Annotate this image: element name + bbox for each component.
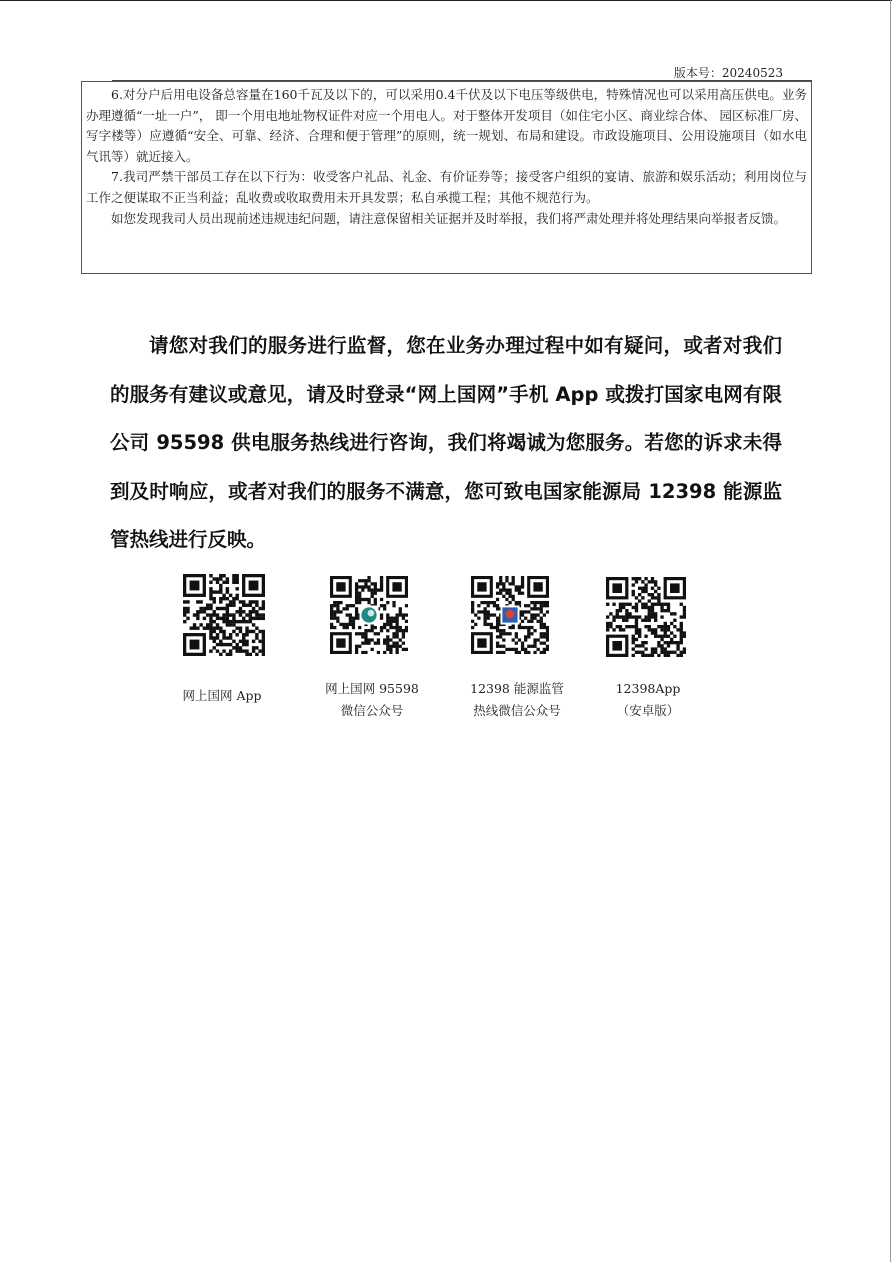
qr-code-icon — [183, 574, 265, 656]
qr-code-icon — [471, 576, 549, 654]
qr-caption-app — [152, 685, 292, 707]
qr-caption-wechat-12398 — [447, 678, 587, 722]
notice-item-7: 7.我司严禁干部员工存在以下行为：收受客户礼品、礼金、有价证券等；接受客户组织的宴请、旅游和娱乐活动；利用岗位与工作之便谋取不正当利益；乱收费或收取费用未开具发票；私自承揽工程；其他不规范行为。 — [86, 169, 807, 205]
notice-report-paragraph: 如您发现我司人员出现前述违规违纪问题，请注意保留相关证据并及时举报，我们将严肃处理并将处理结果向举报者反馈。 — [111, 210, 787, 226]
qr-caption-android-app — [578, 678, 718, 722]
qr-caption-line2: 热线微信公众号 — [473, 703, 561, 718]
qr-caption-line1: 12398 能源监管 — [470, 681, 564, 696]
qr-code-icon — [330, 576, 408, 654]
qr-code-icon — [606, 577, 686, 657]
qr-caption-line2: （安卓版） — [616, 703, 680, 718]
notice-item-6: 6.对分户后用电设备总容量在160千瓦及以下的，可以采用0.4千伏及以下电压等级供电，特殊情况也可以采用高压供电。业务办理遵循“一址一户”， 即一个用电地址物权证件对应一个用电人。对于整体开发项目（如住宅小区、商业综合体、 园区标准厂房、写字楼等）应遵循“安全、可靠、经济、合理和便于管理”的原则，统一规划、布局和建设。市政设施项目、公用设施项目（如水电气讯等）就近接入。 — [86, 87, 807, 164]
qr-caption-line1: 12398App — [615, 681, 681, 696]
version-number: 版本号：20240523 — [673, 66, 783, 80]
qr-caption-wechat-95598 — [302, 678, 442, 722]
qr-caption-line1: 网上国网 App — [182, 688, 262, 703]
qr-caption-line1: 网上国网 95598 — [325, 681, 419, 696]
supervision-paragraph: 请您对我们的服务进行监督，您在业务办理过程中如有疑问，或者对我们的服务有建议或意见，请及时登录“网上国网”手机 App 或拨打国家电网有限公司 95598 供电服务热线进行咨询，我们将竭诚为您服务。若您的诉求未得到及时响应，或者对我们的服务不满意，您可致电国家能源局 12398 能源监管热线进行反映。 — [110, 334, 782, 552]
qr-caption-line2: 微信公众号 — [340, 703, 404, 718]
